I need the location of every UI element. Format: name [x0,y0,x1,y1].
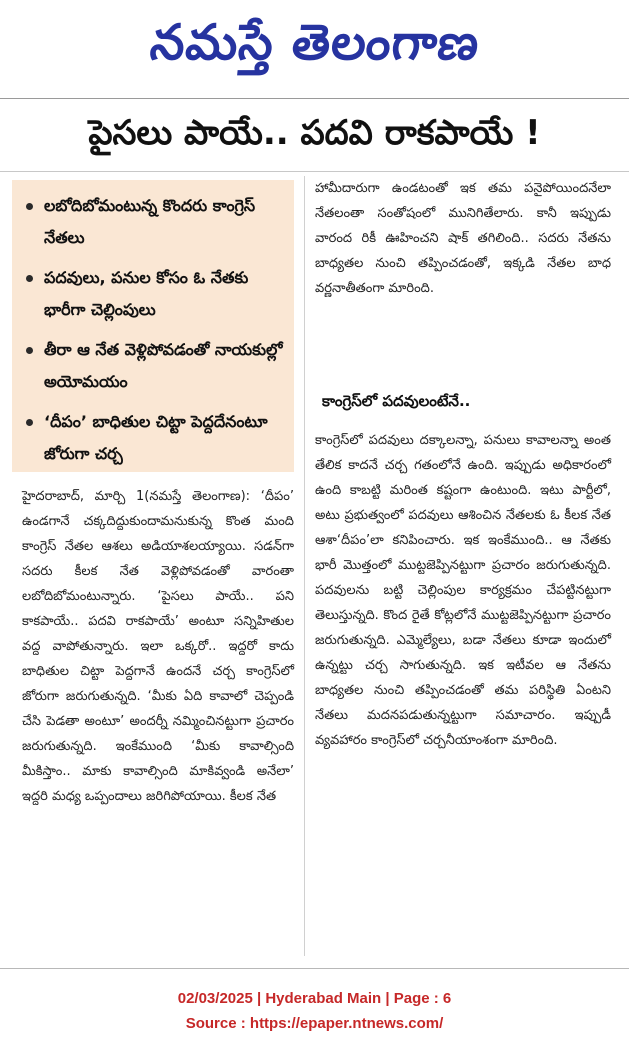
highlight-text: పదవులు, పనుల కోసం ఓ నేతకు భారీగా చెల్లింపులు [44,268,249,319]
highlights-box [12,180,294,472]
bullet-icon [26,347,33,354]
column-divider [304,176,305,956]
bullet-icon [26,275,33,282]
highlight-text: తీరా ఆ నేత వెళ్లిపోవడంతో నాయకుల్లో అయోమయం [44,340,283,391]
source-link[interactable]: Source : https://epaper.ntnews.com/ [185,1015,444,1032]
highlight-text: ‘దీపం’ బాధితుల చిట్టా పెద్దదేనంటూ జోరుగా చర్చ [44,412,268,463]
article-body-left-column: హైదరాబాద్, మార్చి 1(నమస్తే తెలంగాణ): ‘దీపం’ ఉండగానే చక్కదిద్దుకుందామనుకున్న కొంత మంది కాంగ్రెస్ నేతల ఆశలు అడియాశలయ్యాయి. సడన్‌గా సదరు కీలక నేత వెళ్లిపోవడంతో వారంతా లబోదిబోమంటున్నారు. ‘పైసలు పాయే.. పని కాకపాయే.. పదవి రాకపాయే’ అంటూ సన్నిహితుల వద్ద వాపోతున్నారు. ఇలా ఒక్కరో.. ఇద్దరో కాదు బాధితుల చిట్టా పెద్దగానే ఉందనే చర్చ కాంగ్రెస్‌లో జోరుగా జరుగుతున్నది. ‘మీకు ఏది కావాలో చెప్పండి చేసి పెడతా అంటూ’ అందర్నీ నమ్మించినట్టుగా ప్రచారం జరుగుతున్నది. ఇంకేముంది ‘మీకు కావాల్సింది మీకిస్తాం.. మాకు కావాల్సింది మాకివ్వండి అనేలా’ ఇద్దరి మధ్య ఒప్పందాలు జరిగిపోయాయి. కీలక నేత [22,489,294,804]
highlight-text: లబోదిబోమంటున్న కొందరు కాంగ్రెస్ నేతలు [44,196,256,247]
edition-info: 02/03/2025 | Hyderabad Main | Page : 6 [177,990,452,1007]
highlight-item [22,406,286,470]
highlights-list [12,180,294,470]
masthead [0,0,629,96]
bullet-icon [26,419,33,426]
page-footer [0,986,629,1036]
highlight-item [22,262,286,326]
highlight-item [22,334,286,398]
headline-divider [0,171,629,172]
footer-divider [0,968,629,969]
article-subheading: కాంగ్రెస్‌లో పదవులంటేనే.. [322,392,471,410]
highlight-item [22,190,286,254]
bullet-icon [26,203,33,210]
article-headline: పైసలు పాయే.. పదవి రాకపాయే ! [88,113,541,153]
masthead-divider [0,98,629,99]
article-body-right-column-top: హామీదారుగా ఉండటంతో ఇక తమ పనైపోయిందనేలా నేతలంతా సంతోషంలో మునిగితేలారు. కానీ ఇప్పుడు వారంద రికీ ఊహించని షాక్ తగిలింది.. సదరు నేతను బాధ్యతల నుంచి తప్పించడంతో, ఇక్కడి నేతల బాధ వర్ణనాతీతంగా మారింది. [315,181,611,296]
masthead-logo: నమస్తే తెలంగాణ [147,13,483,71]
article-body-right-column-bottom: కాంగ్రెస్‌లో పదవులు దక్కాలన్నా, పనులు కావాలన్నా అంత తేలిక కాదనే చర్చ గతంలోనే ఉంది. ఇప్పుడు అధికారంలో ఉంది కాబట్టి మరింత కష్టంగా ఉంటుంది. ఇటు పార్టీలో, అటు ప్రభుత్వంలో పదవులు ఆశించిన నేతలకు ఓ కీలక నేత ఆశా‘దీపం’లా కనిపించారు. ఇక ఇంకేముంది.. ఆ నేతకు భారీ మొత్తంలో ముట్టజెప్పినట్టుగా ప్రచారం జరుగుతున్నది. పదవులను బట్టి చెల్లింపుల కార్యక్రమం చేపట్టినట్టుగా తెలుస్తున్నది. కొంద రైతే కోట్లలోనే ముట్టజెప్పినట్టుగా ప్రచారం జరుగుతున్నది. ఎమ్మెల్యేలు, బడా నేతలు కూడా ఇందులో ఉన్నట్టు చర్చ సాగుతున్నది. ఇక ఇటీవల ఆ నేతను బాధ్యతల నుంచి తప్పించడంతో తమ పరిస్థితి ఏంటని నేతలు మదనపడుతున్నట్టుగా సమాచారం. ఇప్పుడీ వ్యవహారం కాంగ్రెస్‌లో చర్చనీయాంశంగా మారింది. [315,433,611,748]
